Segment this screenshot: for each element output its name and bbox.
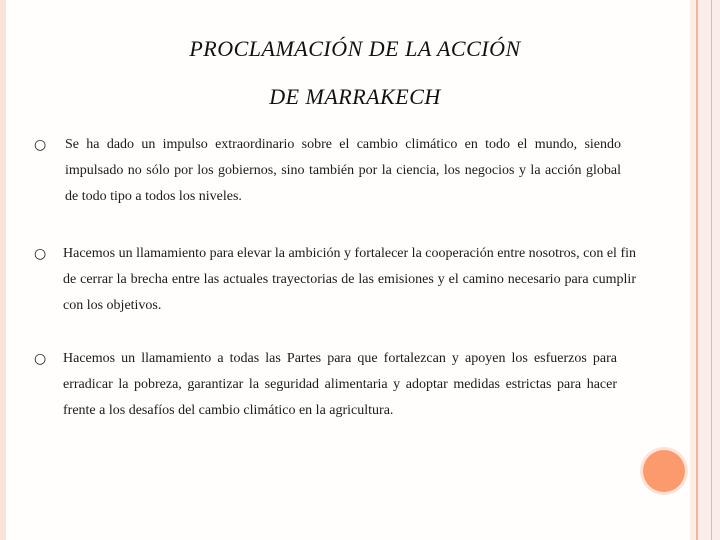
right-border-line-thin	[711, 0, 712, 540]
bullet-text-3: Hacemos un llamamiento a todas las Partes para que fortalezcan y apoyen los esfuerzos para erradicar la pobreza, garantizar la seguridad alimentaria y adoptar medidas estrictas para hacer frente a los desafíos del cambio climático en la agricultura.	[63, 351, 617, 418]
right-border-strip	[690, 0, 720, 540]
slide-title-line-1: PROCLAMACIÓN DE LA ACCIÓN	[189, 36, 521, 61]
slide-title-line-2: DE MARRAKECH	[269, 84, 441, 109]
bullet-marker-2: ○	[34, 246, 47, 262]
right-border-line	[696, 0, 698, 540]
bullet-text-2: Hacemos un llamamiento para elevar la ambición y fortalecer la cooperación entre nosotros, con el fin de cerrar la brecha entre las actuales trayectorias de las emisiones y el camino necesario para cumplir con los objetivos.	[63, 246, 636, 313]
bullet-text-1: Se ha dado un impulso extraordinario sobre el cambio climático en todo el mundo, siendo impulsado no sólo por los gobiernos, sino también por la ciencia, los negocios y la acción global de todo tipo a todos los niveles.	[65, 137, 621, 204]
decorative-orange-circle	[643, 450, 685, 492]
bullet-marker-1: ○	[34, 137, 47, 153]
bullet-marker-3: ○	[34, 351, 47, 367]
